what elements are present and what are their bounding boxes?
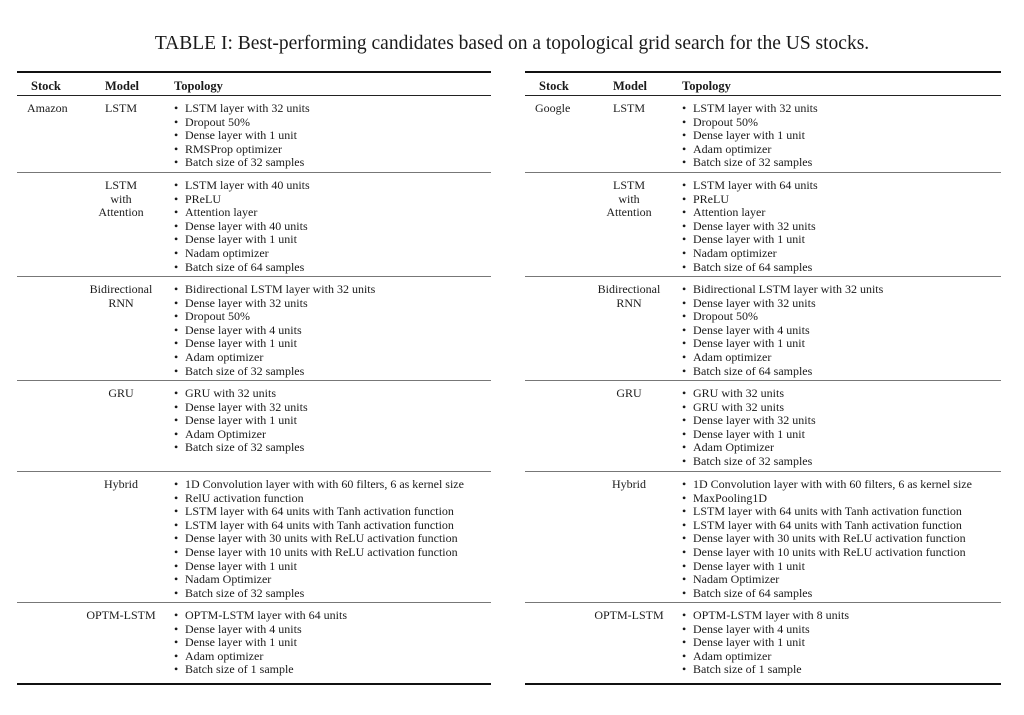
topology-item: • Dense layer with 4 units <box>682 623 849 637</box>
topology-item: • Dense layer with 1 unit <box>682 337 883 351</box>
topology-item: • Dense layer with 1 unit <box>174 636 347 650</box>
topology-item: • OPTM-LSTM layer with 64 units <box>174 609 347 623</box>
topology-item: • RMSProp optimizer <box>174 143 310 157</box>
topology-item: • Dense layer with 32 units <box>682 297 883 311</box>
results-table-right <box>525 71 1001 685</box>
model-name-line: LSTM <box>104 101 137 115</box>
topology-item: • Dense layer with 1 unit <box>682 233 818 247</box>
table-bottom-rule <box>17 683 491 685</box>
model-name-line: LSTM <box>612 178 645 192</box>
topology-item: • PReLU <box>682 193 818 207</box>
topology-item: • Dense layer with 4 units <box>174 324 375 338</box>
model-group <box>17 96 491 173</box>
topology-item: • Dense layer with 1 unit <box>174 560 464 574</box>
header-stock: Stock <box>31 79 61 93</box>
topology-item: • Adam optimizer <box>682 351 883 365</box>
header-model: Model <box>105 79 140 93</box>
topology-item: • Dense layer with 1 unit <box>682 636 849 650</box>
stock-name: Amazon <box>27 101 68 115</box>
topology-item: • Dense layer with 1 unit <box>174 337 375 351</box>
topology-item: • Nadam Optimizer <box>174 573 464 587</box>
model-name-line: Bidirectional <box>89 282 153 296</box>
table-caption: TABLE I: Best-performing candidates based on a topological grid search for the US stocks. <box>154 33 870 54</box>
model-name-line: LSTM <box>612 101 645 115</box>
model-name-line: LSTM <box>104 178 137 192</box>
topology-item: • Dense layer with 1 unit <box>174 414 308 428</box>
topology-item: • Batch size of 32 samples <box>682 156 818 170</box>
topology-item: • Dropout 50% <box>174 310 375 324</box>
table-header-row <box>17 73 491 95</box>
topology-item: • LSTM layer with 64 units with Tanh activation function <box>174 519 464 533</box>
topology-item: • Batch size of 32 samples <box>174 365 375 379</box>
topology-list <box>174 387 308 455</box>
topology-item: • Adam optimizer <box>174 351 375 365</box>
model-name-line: GRU <box>616 386 642 400</box>
model-name-line: OPTM-LSTM <box>594 608 664 622</box>
topology-item: • GRU with 32 units <box>682 401 816 415</box>
topology-item: • Batch size of 1 sample <box>174 663 347 677</box>
topology-item: • Dense layer with 1 unit <box>682 428 816 442</box>
topology-item: • Batch size of 32 samples <box>174 441 308 455</box>
topology-item: • Dense layer with 1 unit <box>682 129 818 143</box>
topology-item: • GRU with 32 units <box>174 387 308 401</box>
topology-item: • Dense layer with 1 unit <box>682 560 972 574</box>
topology-item: • Batch size of 32 samples <box>174 156 310 170</box>
model-group <box>17 381 491 472</box>
table-bottom-rule <box>525 683 1001 685</box>
model-name-line: Hybrid <box>104 477 138 491</box>
topology-item: • Dense layer with 32 units <box>682 414 816 428</box>
topology-item: • Nadam Optimizer <box>682 573 972 587</box>
model-group <box>17 277 491 381</box>
topology-item: • Batch size of 1 sample <box>682 663 849 677</box>
topology-item: • Bidirectional LSTM layer with 32 units <box>174 283 375 297</box>
model-name-line: Attention <box>98 205 144 220</box>
model-name-line: RNN <box>108 295 134 310</box>
topology-item: • Dropout 50% <box>682 310 883 324</box>
topology-item: • Dense layer with 4 units <box>682 324 883 338</box>
model-group <box>525 277 1001 381</box>
topology-item: • Dense layer with 32 units <box>174 401 308 415</box>
topology-item: • Dense layer with 32 units <box>682 220 818 234</box>
topology-item: • Dropout 50% <box>174 116 310 130</box>
topology-item: • Dense layer with 4 units <box>174 623 347 637</box>
topology-item: • Adam Optimizer <box>682 441 816 455</box>
topology-item: • Attention layer <box>682 206 818 220</box>
model-group <box>525 381 1001 472</box>
topology-item: • Batch size of 64 samples <box>174 261 310 275</box>
model-name-line: with <box>110 191 132 206</box>
topology-item: • Bidirectional LSTM layer with 32 units <box>682 283 883 297</box>
topology-item: • Dense layer with 1 unit <box>174 233 310 247</box>
topology-item: • LSTM layer with 40 units <box>174 179 310 193</box>
model-name-line: Bidirectional <box>597 282 661 296</box>
model-name-line: RNN <box>616 295 642 310</box>
topology-item: • Batch size of 64 samples <box>682 365 883 379</box>
topology-list <box>682 283 883 378</box>
header-model: Model <box>613 79 648 93</box>
topology-item: • MaxPooling1D <box>682 492 972 506</box>
topology-item: • Dropout 50% <box>682 116 818 130</box>
topology-item: • LSTM layer with 64 units <box>682 179 818 193</box>
model-group <box>525 472 1001 603</box>
topology-item: • Batch size of 64 samples <box>682 587 972 601</box>
model-group <box>525 603 1001 683</box>
topology-list <box>682 387 816 469</box>
topology-item: • 1D Convolution layer with with 60 filters, 6 as kernel size <box>174 478 464 492</box>
topology-item: • GRU with 32 units <box>682 387 816 401</box>
model-group <box>525 173 1001 277</box>
model-group <box>525 96 1001 173</box>
topology-item: • RelU activation function <box>174 492 464 506</box>
model-group <box>17 173 491 277</box>
topology-item: • Adam optimizer <box>682 143 818 157</box>
topology-item: • Adam optimizer <box>174 650 347 664</box>
topology-list <box>682 478 972 600</box>
topology-item: • LSTM layer with 32 units <box>682 102 818 116</box>
topology-list <box>174 102 310 170</box>
topology-item: • Batch size of 32 samples <box>682 455 816 469</box>
topology-item: • 1D Convolution layer with with 60 filters, 6 as kernel size <box>682 478 972 492</box>
topology-item: • LSTM layer with 64 units with Tanh activation function <box>174 505 464 519</box>
topology-list <box>682 102 818 170</box>
topology-item: • Attention layer <box>174 206 310 220</box>
topology-list <box>174 283 375 378</box>
topology-item: • Batch size of 32 samples <box>174 587 464 601</box>
model-group <box>17 603 491 683</box>
model-name-line: GRU <box>108 386 134 400</box>
model-name-line: Attention <box>606 205 652 220</box>
topology-item: • Dense layer with 32 units <box>174 297 375 311</box>
topology-item: • PReLU <box>174 193 310 207</box>
header-stock: Stock <box>539 79 569 93</box>
topology-item: • OPTM-LSTM layer with 8 units <box>682 609 849 623</box>
topology-list <box>174 609 347 677</box>
topology-item: • Dense layer with 40 units <box>174 220 310 234</box>
topology-item: • Dense layer with 10 units with ReLU activation function <box>682 546 972 560</box>
topology-list <box>682 609 849 677</box>
stock-name: Google <box>535 101 571 115</box>
topology-item: • Nadam optimizer <box>174 247 310 261</box>
topology-list <box>174 179 310 274</box>
model-name-line: OPTM-LSTM <box>86 608 156 622</box>
topology-item: • Dense layer with 1 unit <box>174 129 310 143</box>
header-topology: Topology <box>682 79 731 93</box>
topology-item: • LSTM layer with 64 units with Tanh activation function <box>682 505 972 519</box>
model-group <box>17 472 491 603</box>
header-topology: Topology <box>174 79 223 93</box>
topology-item: • Adam Optimizer <box>174 428 308 442</box>
table-body <box>525 96 1001 683</box>
topology-item: • LSTM layer with 64 units with Tanh activation function <box>682 519 972 533</box>
results-table-left <box>17 71 491 685</box>
topology-item: • Nadam optimizer <box>682 247 818 261</box>
topology-item: • Adam optimizer <box>682 650 849 664</box>
topology-item: • Dense layer with 30 units with ReLU activation function <box>174 532 464 546</box>
table-body <box>17 96 491 683</box>
topology-list <box>682 179 818 274</box>
topology-list <box>174 478 464 600</box>
model-name-line: with <box>618 191 640 206</box>
table-header-row <box>525 73 1001 95</box>
topology-item: • Dense layer with 30 units with ReLU activation function <box>682 532 972 546</box>
topology-item: • Batch size of 64 samples <box>682 261 818 275</box>
topology-item: • Dense layer with 10 units with ReLU activation function <box>174 546 464 560</box>
topology-item: • LSTM layer with 32 units <box>174 102 310 116</box>
model-name-line: Hybrid <box>612 477 646 491</box>
